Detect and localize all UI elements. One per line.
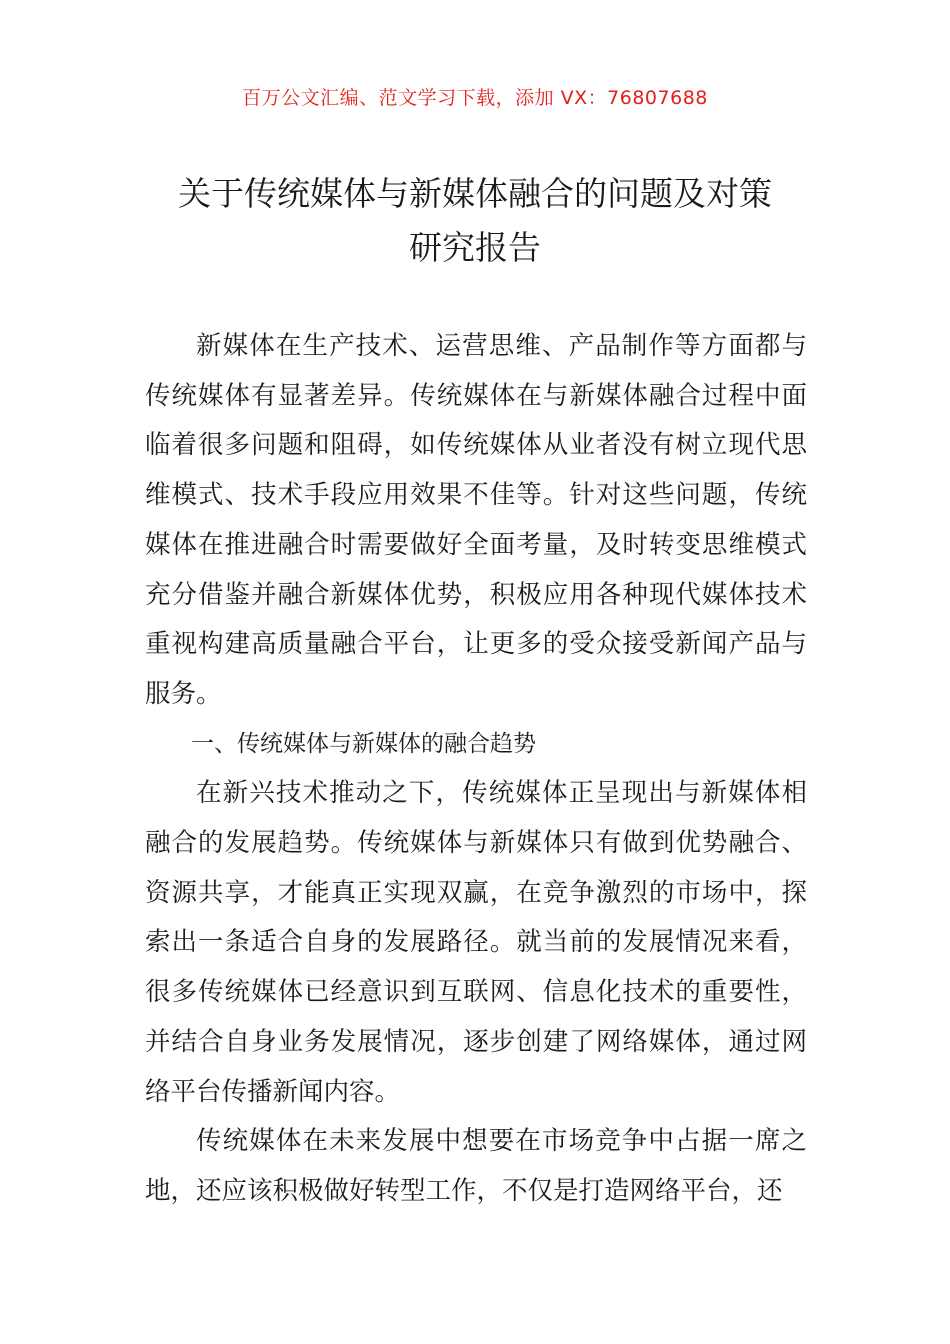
document-body <box>145 322 807 1217</box>
section-heading-1: 一、传统媒体与新媒体的融合趋势 <box>191 730 536 757</box>
title-line-1: 关于传统媒体与新媒体融合的问题及对策 <box>178 174 772 213</box>
title-line-2: 研究报告 <box>409 228 541 267</box>
paragraph-intro: 新媒体在生产技术、运营思维、产品制作等方面都与传统媒体有显著差异。传统媒体在与新媒体融合过程中面临着很多问题和阻碍，如传统媒体从业者没有树立现代思维模式、技术手段应用效果不佳等。针对这些问题，传统媒体在推进融合时需要做好全面考量，及时转变思维模式充分借鉴并融合新媒体优势，积极应用各种现代媒体技术重视构建高质量融合平台，让更多的受众接受新闻产品与服务。 <box>145 331 807 709</box>
paragraph-section-1: 在新兴技术推动之下，传统媒体正呈现出与新媒体相融合的发展趋势。传统媒体与新媒体只有做到优势融合、资源共享，才能真正实现双赢，在竞争激烈的市场中，探索出一条适合自身的发展路径。就当前的发展情况来看，很多传统媒体已经意识到互联网、信息化技术的重要性，并结合自身业务发展情况，逐步创建了网络媒体，通过网络平台传播新闻内容。 <box>145 778 807 1107</box>
watermark-banner: 百万公文汇编、范文学习下载，添加 VX：76807688 <box>242 87 708 109</box>
document-title <box>140 167 810 275</box>
paragraph-section-1b: 传统媒体在未来发展中想要在市场竞争中占据一席之地，还应该积极做好转型工作，不仅是打造网络平台，还 <box>145 1126 807 1206</box>
